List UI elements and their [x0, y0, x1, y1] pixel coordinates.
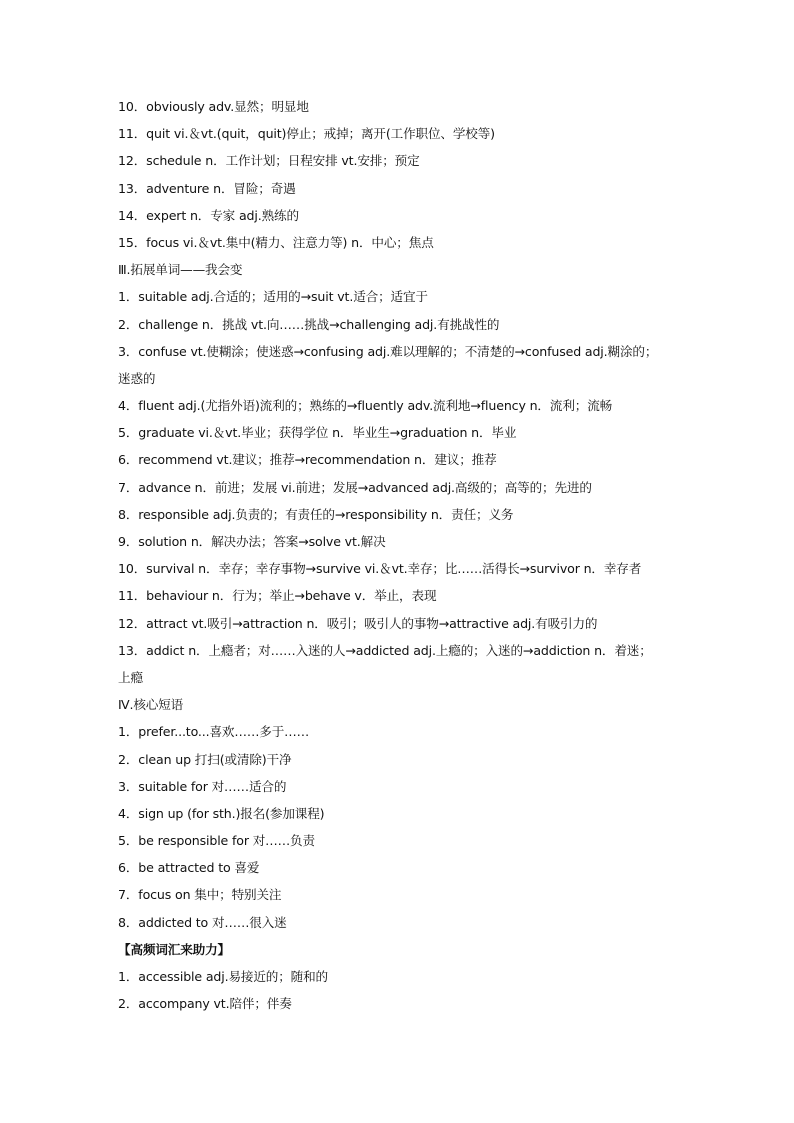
vocab-item-14: 14．expert n．专家 adj.熟练的	[118, 207, 299, 223]
phrase-8: 8．addicted to 对……很入迷	[118, 914, 287, 930]
extended-word-5: 5．graduate vi.＆vt.毕业；获得学位 n．毕业生→graduation n．毕业	[118, 425, 517, 441]
section-heading-core-phrases: Ⅳ.核心短语	[118, 697, 184, 713]
phrase-5: 5．be responsible for 对……负责	[118, 833, 315, 849]
extended-word-13-continued: 上瘾	[118, 669, 143, 685]
phrase-6: 6．be attracted to 喜爱	[118, 860, 260, 876]
extended-word-10: 10．survival n．幸存；幸存事物→survive vi.＆vt.幸存；比……活得长→survivor n．幸存者	[118, 561, 642, 577]
phrase-4: 4．sign up (for sth.)报名(参加课程)	[118, 805, 325, 821]
high-frequency-word-2: 2．accompany vt.陪伴；伴奏	[118, 996, 292, 1012]
vocab-item-12: 12．schedule n．工作计划；日程安排 vt.安排；预定	[118, 153, 420, 169]
section-heading-high-frequency: 【高频词汇来助力】	[118, 941, 230, 957]
document-body	[118, 93, 698, 1017]
extended-word-13: 13．addict n．上瘾者；对……入迷的人→addicted adj.上瘾的；入迷的→addiction n．着迷；	[118, 642, 652, 658]
phrase-1: 1．prefer...to...喜欢……多于……	[118, 724, 310, 740]
extended-word-8: 8．responsible adj.负责的；有责任的→responsibility n．责任；义务	[118, 506, 514, 522]
extended-word-3: 3．confuse vt.使糊涂；使迷惑→confusing adj.难以理解的；不清楚的→confused adj.糊涂的；	[118, 343, 658, 359]
high-frequency-word-1: 1．accessible adj.易接近的；随和的	[118, 969, 328, 984]
vocab-item-15: 15．focus vi.＆vt.集中(精力、注意力等) n．中心；焦点	[118, 234, 434, 250]
vocab-item-11: 11．quit vi.＆vt.(quit，quit)停止；戒掉；离开(工作职位、学校等)	[118, 126, 495, 142]
phrase-2: 2．clean up 打扫(或清除)干净	[118, 751, 292, 767]
extended-word-3-continued: 迷惑的	[118, 370, 156, 386]
vocab-item-10: 10．obviously adv.显然；明显地	[118, 99, 309, 114]
phrase-7: 7．focus on 集中；特别关注	[118, 887, 282, 903]
extended-word-7: 7．advance n．前进；发展 vi.前进；发展→advanced adj.高级的；高等的；先进的	[118, 479, 592, 495]
extended-word-4: 4．fluent adj.(尤指外语)流利的；熟练的→fluently adv.流利地→fluency n．流利；流畅	[118, 398, 613, 414]
phrase-3: 3．suitable for 对……适合的	[118, 778, 287, 794]
section-heading-extended-words: Ⅲ.拓展单词——我会变	[118, 262, 243, 278]
extended-word-12: 12．attract vt.吸引→attraction n．吸引；吸引人的事物→attractive adj.有吸引力的	[118, 615, 598, 631]
extended-word-1: 1．suitable adj.合适的；适用的→suit vt.适合；适宜于	[118, 289, 428, 305]
extended-word-11: 11．behaviour n．行为；举止→behave v．举止，表现	[118, 588, 437, 604]
extended-word-9: 9．solution n．解决办法；答案→solve vt.解决	[118, 534, 386, 549]
vocab-item-13: 13．adventure n．冒险；奇遇	[118, 180, 296, 196]
extended-word-2: 2．challenge n．挑战 vt.向……挑战→challenging adj.有挑战性的	[118, 316, 500, 332]
extended-word-6: 6．recommend vt.建议；推荐→recommendation n．建议；推荐	[118, 452, 497, 468]
